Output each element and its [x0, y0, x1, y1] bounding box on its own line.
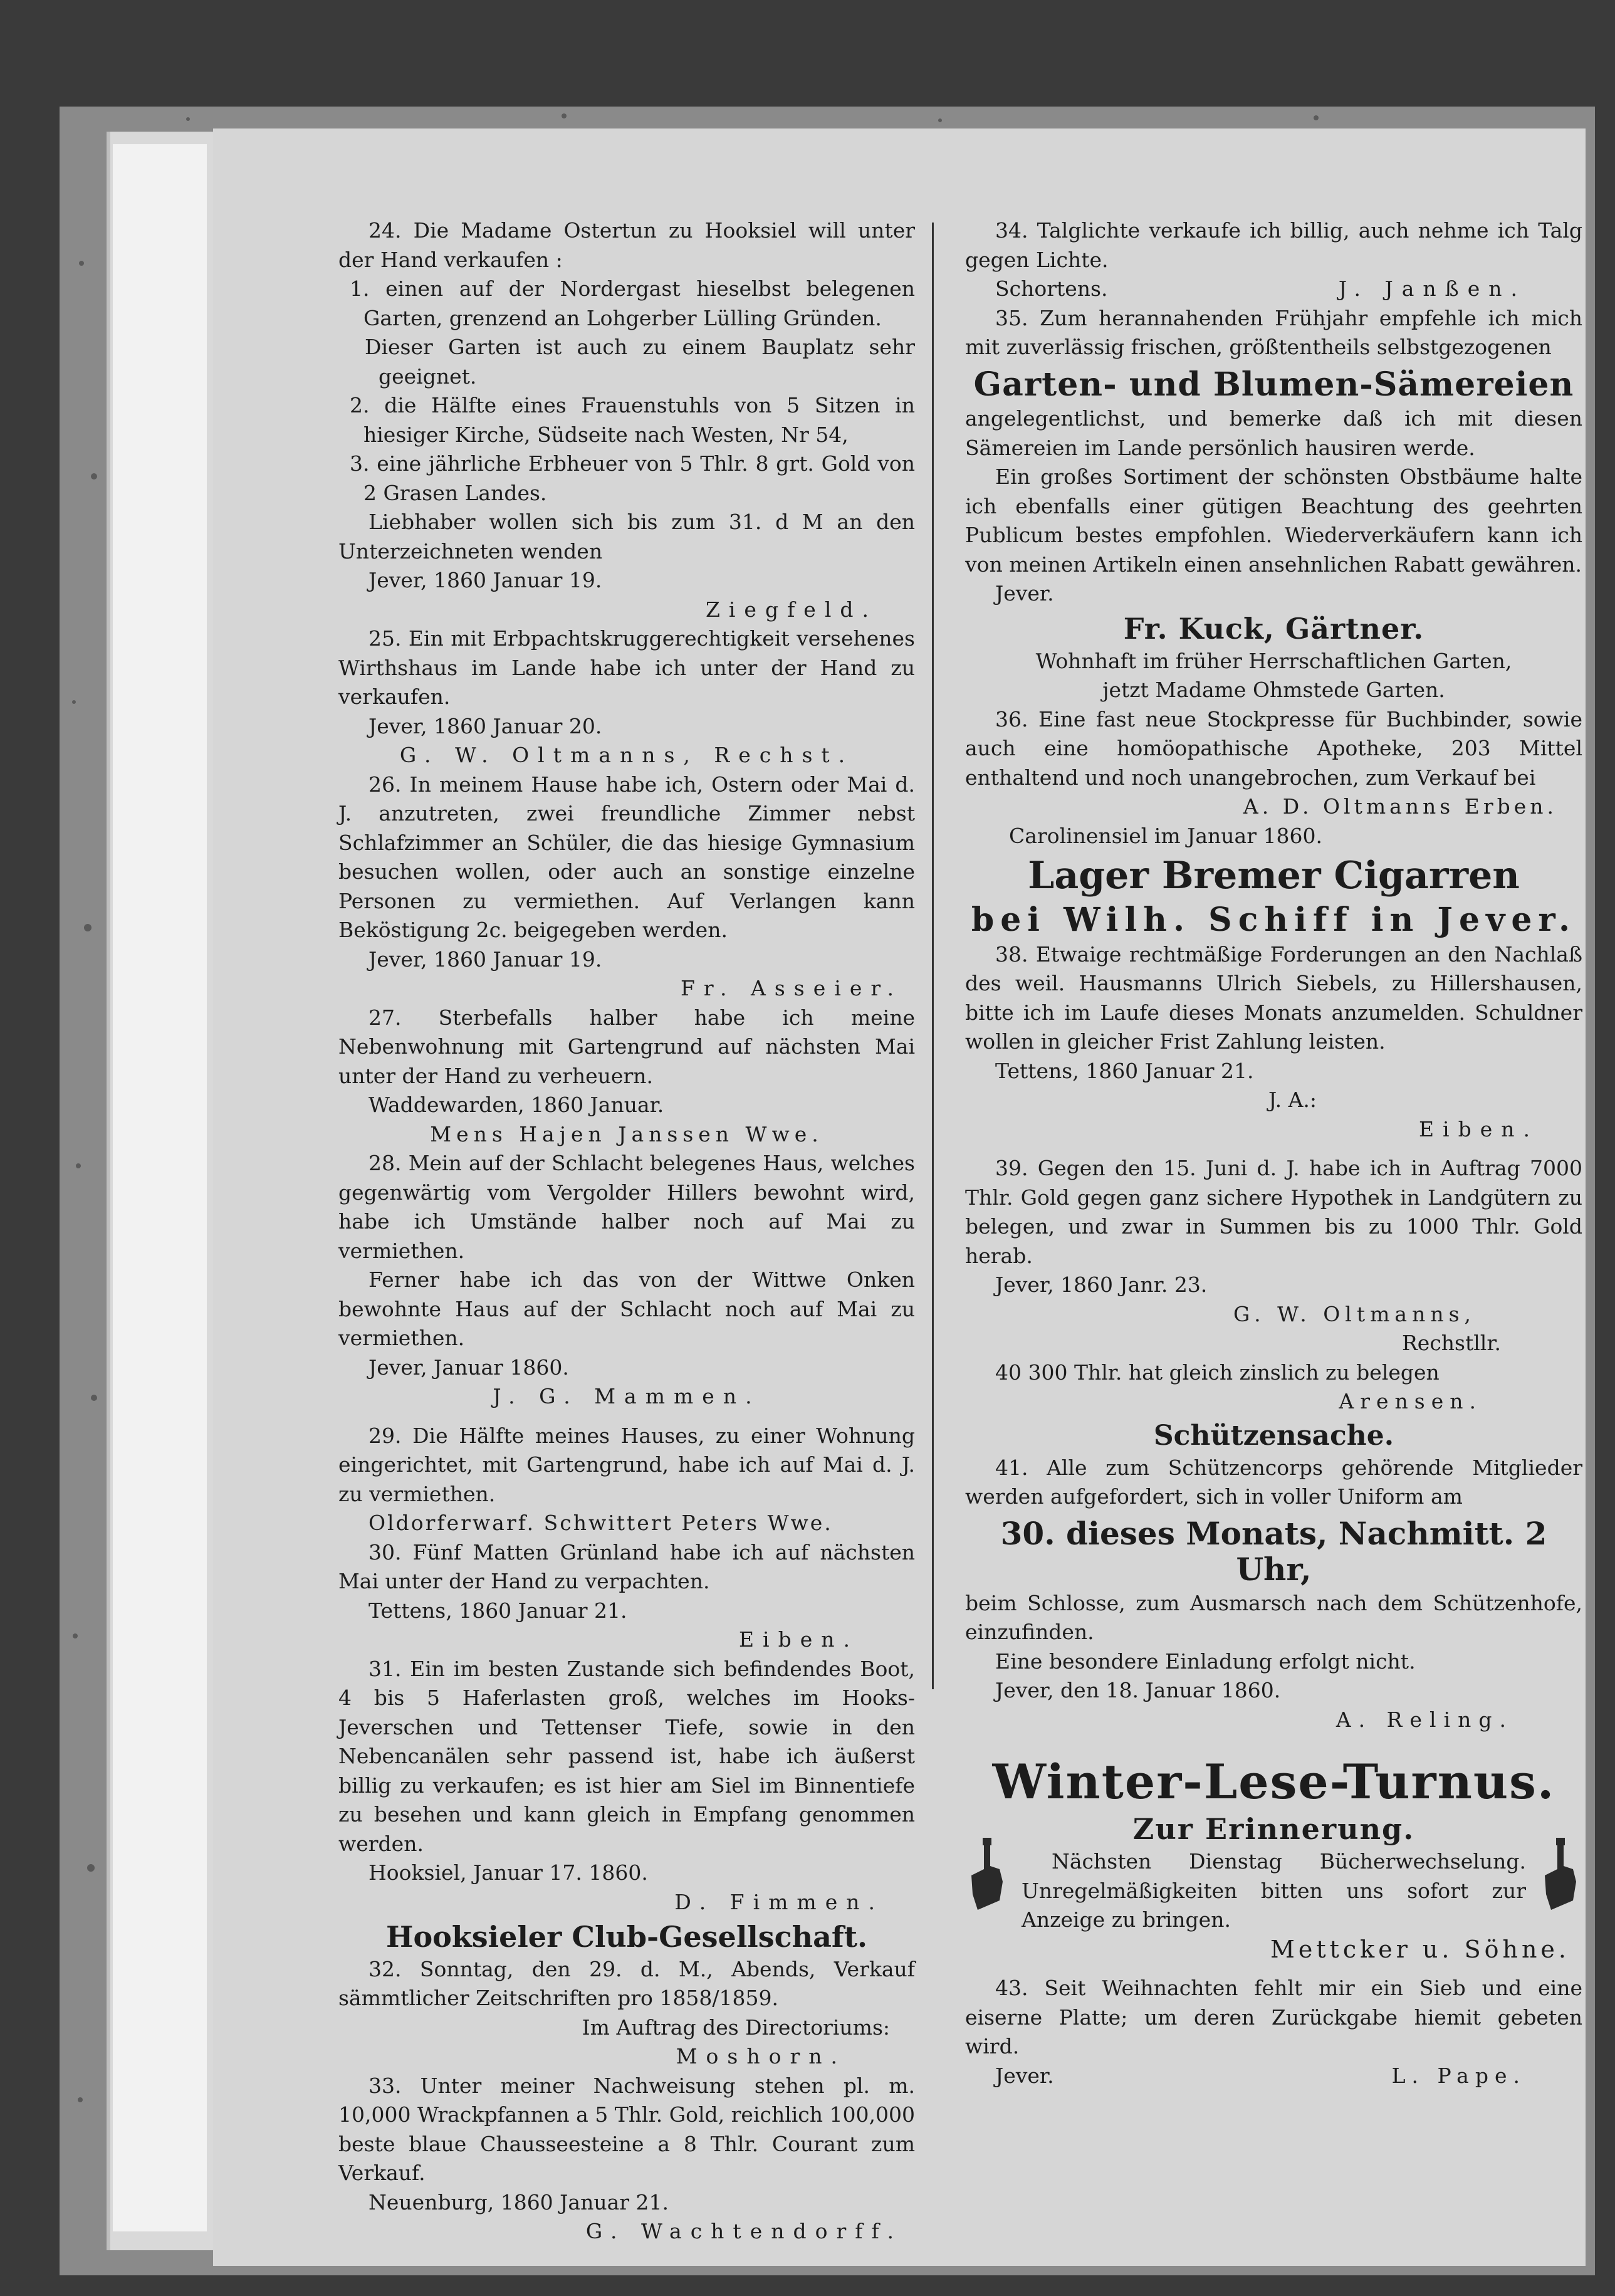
winter-heading: Winter-Lese-Turnus.: [992, 1754, 1555, 1810]
ad-28: [338, 1149, 915, 1412]
ad-35: [965, 304, 1582, 705]
lager-heading: Lager Bremer Cigarren: [1028, 854, 1520, 898]
ad-43-body: 43. Seit Weihnachten fehlt mir ein Sieb und eine eiserne Platte; um deren Zurückgabe hiemit gebeten wird.: [965, 1976, 1582, 2059]
ad-39-signature: G. W. Oltmanns,: [1233, 1301, 1476, 1326]
ad-24-item-1: 1. einen auf der Nordergast hieselbst belegenen Garten, grenzend an Lohgerber Lülling Gründen.: [350, 276, 915, 330]
ad-27-date: Waddewarden, 1860 Januar.: [368, 1093, 664, 1117]
ad-41-note: Eine besondere Einladung erfolgt nicht.: [995, 1649, 1416, 1674]
ad-34-place: Schortens.: [995, 276, 1108, 301]
ad-24-signature: Ziegfeld.: [705, 597, 877, 622]
ad-39-body: 39. Gegen den 15. Juni d. J. habe ich in Auftrag 7000 Thlr. Gold gegen ganz sichere Hypothek in Landgütern zu belegen, und zwar in Summen bis zu 1000 Thlr. Gold herab.: [965, 1156, 1582, 1268]
ad-32: [338, 1955, 915, 2072]
ad-26-body: 26. In meinem Hause habe ich, Ostern oder Mai d. J. anzutreten, zwei freundliche Zimmer nebst Schlafzimmer an Schüler, die das hiesige Gymnasium besuchen wollen, oder auch an sonstige einzelne Personen zu vermiethen. Auf Verlangen kann Beköstigung 2c. beigegeben werden.: [338, 772, 915, 942]
ad-40-body: 40 300 Thlr. hat gleich zinslich zu belegen: [995, 1360, 1440, 1385]
ad-38-date: Tettens, 1860 Januar 21.: [995, 1058, 1254, 1083]
ad-42-block: [965, 1813, 1582, 1964]
ad-34: [965, 216, 1582, 304]
ad-43-signature: L. Pape.: [1391, 2063, 1526, 2088]
ad-25: [338, 624, 915, 770]
ad-35-address-1: Wohnhaft im früher Herrschaftlichen Garten,: [1035, 648, 1512, 673]
ad-29: [338, 1422, 915, 1538]
ad-35-body: angelegentlichst, und bemerke daß ich mit diesen Sämereien im Lande persönlich hausiren werde.: [965, 406, 1582, 460]
erinnerung-heading: Zur Erinnerung.: [1132, 1812, 1415, 1847]
ad-24-item-2: 2. die Hälfte eines Frauenstuhls von 5 Sitzen in hiesiger Kirche, Südseite nach Westen, Nr 54,: [350, 393, 915, 447]
schuetzen-heading: Schützensache.: [1153, 1419, 1394, 1452]
club-heading: Hooksieler Club-Gesellschaft.: [386, 1920, 867, 1954]
ad-25-date: Jever, 1860 Januar 20.: [368, 713, 602, 738]
ad-39-signature-2: Rechstllr.: [1401, 1331, 1501, 1356]
ad-24-item-3: 3. eine jährliche Erbheuer von 5 Thlr. 8 grt. Gold von 2 Grasen Landes.: [350, 451, 915, 505]
ad-27: [338, 1004, 915, 1150]
left-column: [338, 216, 915, 2246]
ad-35-body-2: Ein großes Sortiment der schönsten Obstbäume halte ich ebenfalls einer gütigen Beachtung des geehrten Publicum bestes empfohlen. Wiederverkäufern kann ich von meinen Artikeln einen ansehnlichen Rabatt gewähren.: [965, 464, 1582, 577]
ad-38-body: 38. Etwaige rechtmäßige Forderungen an den Nachlaß des weil. Hausmanns Ulrich Siebels, zu Hillershausen, bitte ich im Laufe dieses Monats anzumelden. Schuldner wollen in gleicher Frist Zahlung leisten.: [965, 941, 1582, 1054]
ad-36-body: 36. Eine fast neue Stockpresse für Buchbinder, sowie auch eine homöopathische Apotheke, 203 Mittel enthaltend und noch unangebrochen, zum Verkauf bei: [965, 706, 1582, 790]
ad-39-date: Jever, 1860 Janr. 23.: [995, 1272, 1208, 1297]
right-column: [965, 216, 1582, 2090]
ad-40: [965, 1358, 1582, 1417]
ad-30-body: 30. Fünf Matten Grünland habe ich auf nächsten Mai unter der Hand zu verpachten.: [338, 1539, 915, 1593]
ad-26-signature: Fr. Asseier.: [681, 976, 902, 1000]
schuetzen-date-heading: 30. dieses Monats, Nachmitt. 2 Uhr,: [1000, 1514, 1547, 1588]
ad-24-intro: 24. Die Madame Ostertun zu Hooksiel will unter der Hand verkaufen :: [338, 218, 915, 272]
ad-43: [965, 1974, 1582, 2090]
ad-34-signature: J. Janßen.: [1338, 276, 1526, 301]
ad-31-signature: D. Fimmen.: [674, 1889, 884, 1914]
ad-32-note: Im Auftrag des Directoriums:: [582, 2015, 890, 2040]
ad-24-body: Liebhaber wollen sich bis zum 31. d M an den Unterzeichneten wenden: [338, 510, 915, 564]
ad-30-signature: Eiben.: [738, 1627, 859, 1652]
ad-30-date: Tettens, 1860 Januar 21.: [368, 1598, 627, 1623]
ad-41-signature: A. Reling.: [1335, 1707, 1513, 1732]
ad-30: [338, 1538, 915, 1655]
pointing-hand-right-icon: [1539, 1838, 1582, 1913]
ad-33-date: Neuenburg, 1860 Januar 21.: [368, 2189, 669, 2215]
ad-26: [338, 770, 915, 1004]
ad-42: [965, 1847, 1582, 1935]
kuck-heading: Fr. Kuck, Gärtner.: [1123, 611, 1424, 646]
ad-34-signoff: [965, 275, 1582, 304]
ad-32-signature: Moshorn.: [676, 2044, 846, 2069]
pointing-hand-left-icon: [965, 1838, 1009, 1913]
garten-heading: Garten- und Blumen-Sämereien: [973, 365, 1574, 404]
ad-38-signature: Eiben.: [1418, 1116, 1539, 1141]
ad-28-body-2: Ferner habe ich das von der Wittwe Onken bewohnte Haus auf der Schlacht noch auf Mai zu vermiethen.: [338, 1267, 915, 1350]
ad-31-date: Hooksiel, Januar 17. 1860.: [368, 1860, 648, 1885]
ad-28-signature: J. G. Mammen.: [493, 1384, 761, 1408]
ad-42-signature: Mettcker u. Söhne.: [1270, 1935, 1570, 1963]
ad-35-intro: 35. Zum herannahenden Frühjahr empfehle ich mich mit zuverlässig frischen, größtentheils selbstgezogenen: [965, 305, 1582, 359]
ad-43-place: Jever.: [995, 2063, 1054, 2088]
ad-33: [338, 2072, 915, 2246]
ad-25-signature: G. W. Oltmanns, Rechst.: [399, 743, 854, 767]
ad-28-body: 28. Mein auf der Schlacht belegenes Haus, welches gegenwärtig vom Vergolder Hillers bewohnt wird, habe ich Umstände halber noch auf Mai zu vermiethen.: [338, 1151, 915, 1263]
ad-24-date: Jever, 1860 Januar 19.: [368, 568, 602, 592]
ad-31-body: 31. Ein im besten Zustande sich befindendes Boot, 4 bis 5 Haferlasten groß, welches im Hooks-Jeverschen und Tettenser Tiefe, sowie in den Nebencanälen sehr passend ist, habe ich äußerst billig zu verkaufen; es ist hier am Siel im Binnentiefe zu besehen und kann gleich in Empfang genommen werden.: [338, 1656, 915, 1856]
ad-29-body: 29. Die Hälfte meines Hauses, zu einer Wohnung eingerichtet, mit Gartengrund, habe ich auf Mai d. J. zu vermiethen.: [338, 1423, 915, 1506]
ad-43-signoff: [965, 2062, 1582, 2091]
ad-39: [965, 1154, 1582, 1358]
ad-29-signature-line: Oldorferwarf. Schwittert Peters Wwe.: [368, 1511, 833, 1535]
ad-26-date: Jever, 1860 Januar 19.: [368, 946, 602, 972]
ad-34-body: 34. Talglichte verkaufe ich billig, auch nehme ich Talg gegen Lichte.: [965, 218, 1582, 272]
ad-41: [965, 1454, 1582, 1735]
schiff-heading: bei Wilh. Schiff in Jever.: [971, 901, 1577, 940]
ad-24-item-1-note: Dieser Garten ist auch zu einem Bauplatz sehr geeignet.: [365, 335, 915, 389]
ad-42-signoff: [965, 1935, 1582, 1964]
ad-41-body: 41. Alle zum Schützencorps gehörende Mitglieder werden aufgefordert, sich in voller Uniform am: [965, 1455, 1582, 1509]
ad-42-body: Nächsten Dienstag Bücherwechselung. Unregelmäßigkeiten bitten uns sofort zur Anzeige zu bringen.: [1022, 1849, 1526, 1932]
ad-33-body: 33. Unter meiner Nachweisung stehen pl. m. 10,000 Wrackpfannen a 5 Thlr. Gold, reichlich 100,000 beste blaue Chausseesteine a 8 Thlr. Courant zum Verkauf.: [338, 2073, 915, 2186]
ad-36-signature: A. D. Oltmanns Erben.: [1243, 794, 1557, 819]
ad-33-signature: G. Wachtendorff.: [585, 2219, 902, 2244]
binding-strip: [113, 144, 207, 2231]
ad-36: [965, 705, 1582, 851]
ad-41-date: Jever, den 18. Januar 1860.: [995, 1678, 1281, 1703]
ad-28-date: Jever, Januar 1860.: [368, 1355, 569, 1380]
column-divider: [932, 223, 934, 1689]
ad-38-ia: J. A.:: [1268, 1088, 1317, 1113]
ad-38: [965, 940, 1582, 1145]
ad-41-body-2: beim Schlosse, zum Ausmarsch nach dem Schützenhofe, einzufinden.: [965, 1590, 1582, 1645]
ad-35-address-2: jetzt Madame Ohmstede Garten.: [1102, 678, 1445, 703]
ad-27-signature: Mens Hajen Janssen Wwe.: [430, 1121, 823, 1146]
ad-36-date: Carolinensiel im Januar 1860.: [1009, 823, 1322, 848]
ad-31: [338, 1655, 915, 1917]
ad-40-signature: Arensen.: [1339, 1389, 1482, 1414]
ad-24: [338, 216, 915, 624]
ad-27-body: 27. Sterbefalls halber habe ich meine Nebenwohnung mit Gartengrund auf nächsten Mai unter der Hand zu verheuern.: [338, 1005, 915, 1088]
ad-32-body: 32. Sonntag, den 29. d. M., Abends, Verkauf sämmtlicher Zeitschriften pro 1858/1859.: [338, 1956, 915, 2011]
ad-25-body: 25. Ein mit Erbpachtskruggerechtigkeit versehenes Wirthshaus im Lande habe ich unter der Hand zu verkaufen.: [338, 626, 915, 709]
ad-35-place: Jever.: [995, 581, 1054, 606]
